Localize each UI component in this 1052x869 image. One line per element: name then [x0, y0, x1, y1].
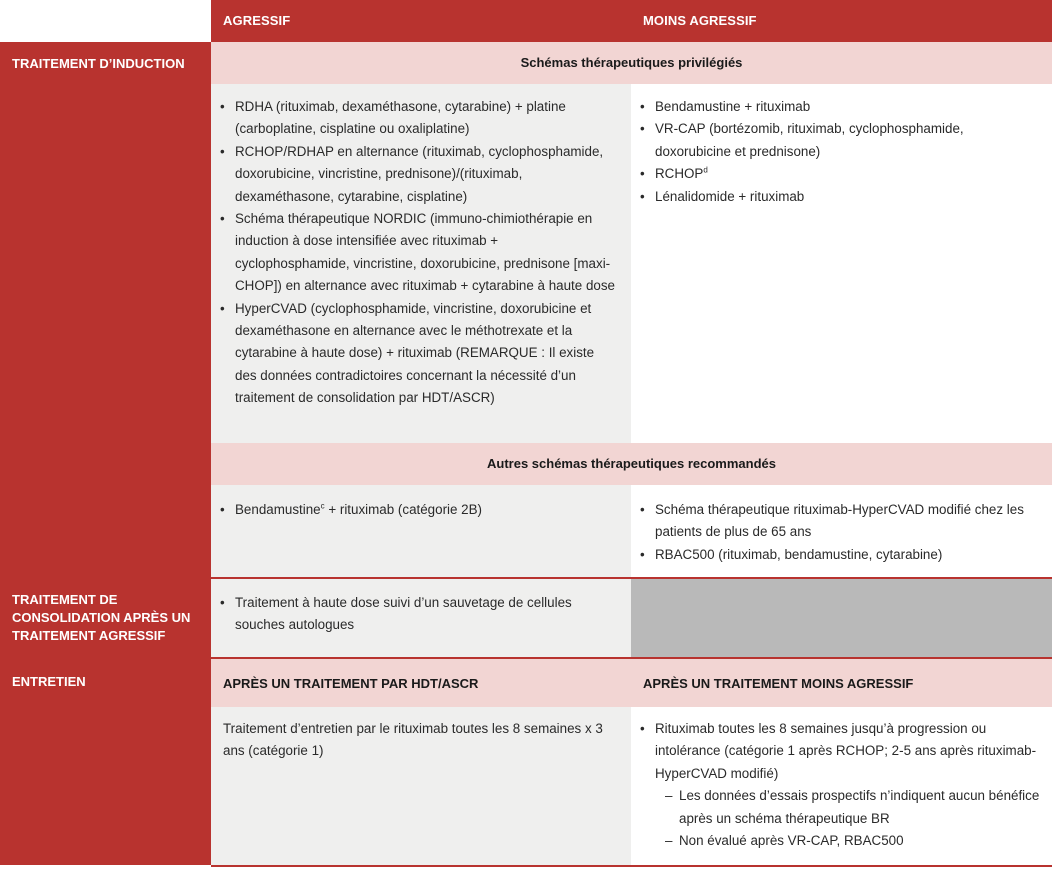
- list-item: • RBAC500 (rituximab, bendamustine, cytarabine): [655, 544, 1032, 566]
- other-less-list: [631, 499, 1032, 566]
- preferred-less-cell: [631, 84, 1052, 443]
- footnote-c: c: [320, 501, 325, 511]
- bendamustine-rest: + rituximab (catégorie 2B): [324, 502, 483, 517]
- after-less-item: Rituximab toutes les 8 semaines jusqu’à progression ou intolérance (catégorie 1 après RCHOP; 2-5 ans après rituximab-HyperCVAD modifié): [655, 721, 1037, 781]
- list-item: • RDHA (rituximab, dexaméthasone, cytarabine) + platine (carboplatine, cisplatine ou oxaliplatine): [235, 96, 615, 141]
- list-item: • Bendamustine + rituximab: [655, 96, 1032, 118]
- maintenance-label: ENTRETIEN: [12, 674, 86, 689]
- footnote-d: d: [703, 165, 708, 175]
- consolidation-less-cell-empty: [631, 579, 1052, 657]
- preferred-aggressive-list: [211, 96, 615, 410]
- other-aggressive-list: [211, 499, 615, 521]
- other-title: Autres schémas thérapeutiques recommandés: [487, 456, 776, 471]
- bendamustine-text: Bendamustine: [235, 502, 321, 517]
- list-item: • Schéma thérapeutique rituximab-HyperCVAD modifié chez les patients de plus de 65 ans: [655, 499, 1032, 544]
- after-less-sublist: [655, 785, 1042, 852]
- other-subheader: [211, 443, 1052, 485]
- list-item: [655, 718, 1042, 852]
- rchop-text: RCHOP: [655, 166, 704, 182]
- induction-label-cell: [0, 42, 211, 577]
- list-item: • RCHOP/RDHAP en alternance (rituximab, cyclophosphamide, doxorubicine, vincristine, prednisone)/(rituximab, dexaméthasone, cytarabine, cisplatine): [235, 141, 615, 208]
- preferred-title: Schémas thérapeutiques privilégiés: [520, 55, 743, 70]
- other-aggressive-cell: [211, 485, 631, 577]
- preferred-subheader: [211, 42, 1052, 84]
- list-item: • Schéma thérapeutique NORDIC (immuno-chimiothérapie en induction à dose intensifiée avec rituximab + cyclophosphamide, vincristine, doxorubicine, prednisone [maxi-CHOP]) en alternance avec rituximab + cytarabine à haute dose: [235, 208, 615, 298]
- after-less-cell: [631, 707, 1052, 865]
- preferred-aggressive-cell: [211, 84, 631, 443]
- other-less-cell: [631, 485, 1052, 577]
- after-hdt-text: Traitement d’entretien par le rituximab toutes les 8 semaines x 3 ans (catégorie 1): [223, 721, 603, 759]
- consolidation-list: [211, 592, 615, 637]
- sub-list-item: – Non évalué après VR-CAP, RBAC500: [665, 830, 1042, 852]
- sub-list-item: – Les données d’essais prospectifs n’indiquent aucun bénéfice après un schéma thérapeutique BR: [665, 785, 1042, 830]
- list-item: [655, 163, 1032, 185]
- col-header-less-aggressive: MOINS AGRESSIF: [643, 13, 757, 28]
- induction-label: TRAITEMENT D’INDUCTION: [12, 56, 185, 71]
- preferred-less-list: [631, 96, 1032, 208]
- after-hdt-title: APRÈS UN TRAITEMENT PAR HDT/ASCR: [223, 676, 479, 691]
- consolidation-aggressive-cell: [211, 579, 631, 657]
- table-header: [211, 0, 1052, 42]
- list-item: [235, 499, 615, 521]
- after-hdt-cell: [211, 707, 631, 865]
- after-less-title: APRÈS UN TRAITEMENT MOINS AGRESSIF: [643, 676, 914, 691]
- list-item: • HyperCVAD (cyclophosphamide, vincristine, doxorubicine et dexaméthasone en alternance avec le méthotrexate et la cytarabine à haute dose) + rituximab (REMARQUE : Il existe des données contradictoires concernant la nécessité d’un traitement de consolidation par HDT/ASCR): [235, 298, 615, 410]
- list-item: • Traitement à haute dose suivi d’un sauvetage de cellules souches autologues: [235, 592, 615, 637]
- bottom-border: [211, 865, 1052, 867]
- list-item: • VR-CAP (bortézomib, rituximab, cyclophosphamide, doxorubicine et prednisone): [655, 118, 1032, 163]
- after-less-list: [631, 718, 1042, 852]
- consolidation-label: TRAITEMENT DE CONSOLIDATION APRÈS UN TRAITEMENT AGRESSIF: [12, 592, 191, 643]
- list-item: • Lénalidomide + rituximab: [655, 186, 1032, 208]
- col-header-aggressive: AGRESSIF: [223, 13, 291, 28]
